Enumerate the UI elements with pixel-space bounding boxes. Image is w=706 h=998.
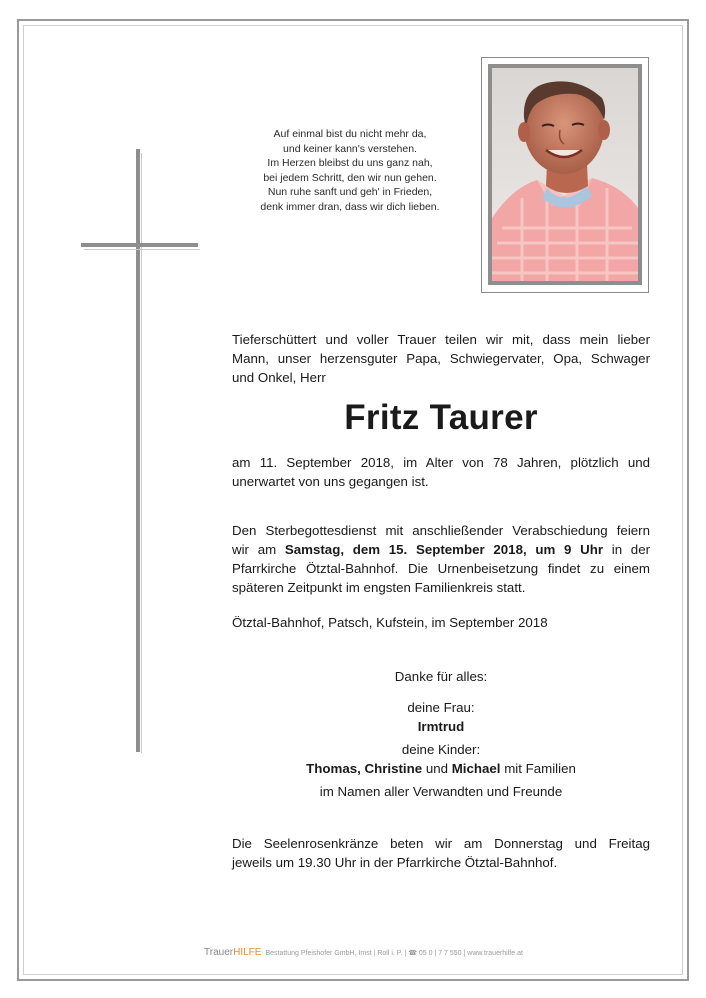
poem	[230, 127, 470, 214]
portrait-illustration	[492, 68, 638, 281]
place-date-text: Ötztal-Bahnhof, Patsch, Kufstein, im September 2018	[232, 615, 548, 630]
intro-paragraph	[232, 330, 650, 387]
logo-text-b: HILFE	[233, 947, 262, 958]
portrait-photo	[488, 64, 642, 285]
service-text: in der	[611, 542, 651, 557]
rosary-line: Die Seelenrosenkränze beten wir am Donnerstag und Freitag	[232, 836, 650, 851]
thanks: Danke für alles:	[394, 669, 488, 684]
children-und: und	[425, 761, 449, 776]
service-paragraph	[232, 521, 650, 597]
poem-line: und keiner kann's verstehen.	[283, 142, 417, 155]
logo-text-a: Trauer	[204, 947, 234, 958]
intro-line: Mann, unser herzensguter Papa, Schwiegervater, Opa, Schwager	[232, 351, 650, 366]
intro-line: Tieferschüttert und voller Trauer teilen wir mit, dass mein lieber	[232, 332, 650, 347]
children-names	[232, 759, 650, 778]
service-line-datetime	[232, 540, 650, 559]
cross-vertical-beam	[136, 149, 140, 752]
service-line: Den Sterbegottesdienst mit anschließender Verabschiedung feiern	[232, 523, 650, 538]
death-line: am 11. September 2018, im Alter von 78 Jahren, plötzlich und	[232, 455, 650, 470]
trauerhilfe-logo	[204, 947, 261, 958]
death-line: unerwartet von uns gegangen ist.	[232, 474, 429, 489]
deceased-name: Fritz Taurer	[344, 398, 538, 437]
child-name-michael: Michael	[451, 761, 501, 776]
cross-horizontal-beam	[81, 243, 198, 247]
service-line: Pfarrkirche Ötztal-Bahnhof. Die Urnenbeisetzung findet zu einem	[232, 561, 650, 576]
children-suffix: mit Familien	[504, 761, 576, 776]
wife-label: deine Frau:	[407, 700, 475, 715]
service-date-time: Samstag, dem 15. September 2018, um 9 Uhr	[284, 542, 604, 557]
place-date	[232, 613, 650, 632]
children-names-bold: Thomas, Christine	[306, 761, 423, 776]
service-text: wir am	[232, 542, 277, 557]
service-line: späteren Zeitpunkt im engsten Familienkreis statt.	[232, 580, 526, 595]
intro-line: und Onkel, Herr	[232, 370, 326, 385]
poem-line: Im Herzen bleibst du uns ganz nah,	[267, 157, 433, 169]
poem-line: denk immer dran, dass wir dich lieben.	[260, 200, 440, 213]
poem-line: bei jedem Schritt, den wir nun gehen.	[263, 171, 437, 184]
cross-horizontal-shadow	[84, 249, 200, 250]
poem-line: Auf einmal bist du nicht mehr da,	[273, 128, 427, 140]
death-paragraph	[232, 453, 650, 491]
children-label: deine Kinder:	[401, 742, 481, 757]
relatives: im Namen aller Verwandten und Freunde	[319, 784, 563, 799]
poem-line: Nun ruhe sanft und geh' in Frieden,	[267, 186, 433, 198]
footer	[200, 947, 523, 958]
rosary-line: jeweils um 19.30 Uhr in der Pfarrkirche Ötztal-Bahnhof.	[232, 855, 558, 870]
rosary-paragraph	[232, 834, 650, 872]
footer-text: Bestattung Pfeishofer GmbH, Imst | Roll i. P. | ☎ 05 0 | 7 7 550 | www.trauerhilfe.at	[265, 949, 523, 957]
wife-name: Irmtrud	[417, 719, 465, 734]
